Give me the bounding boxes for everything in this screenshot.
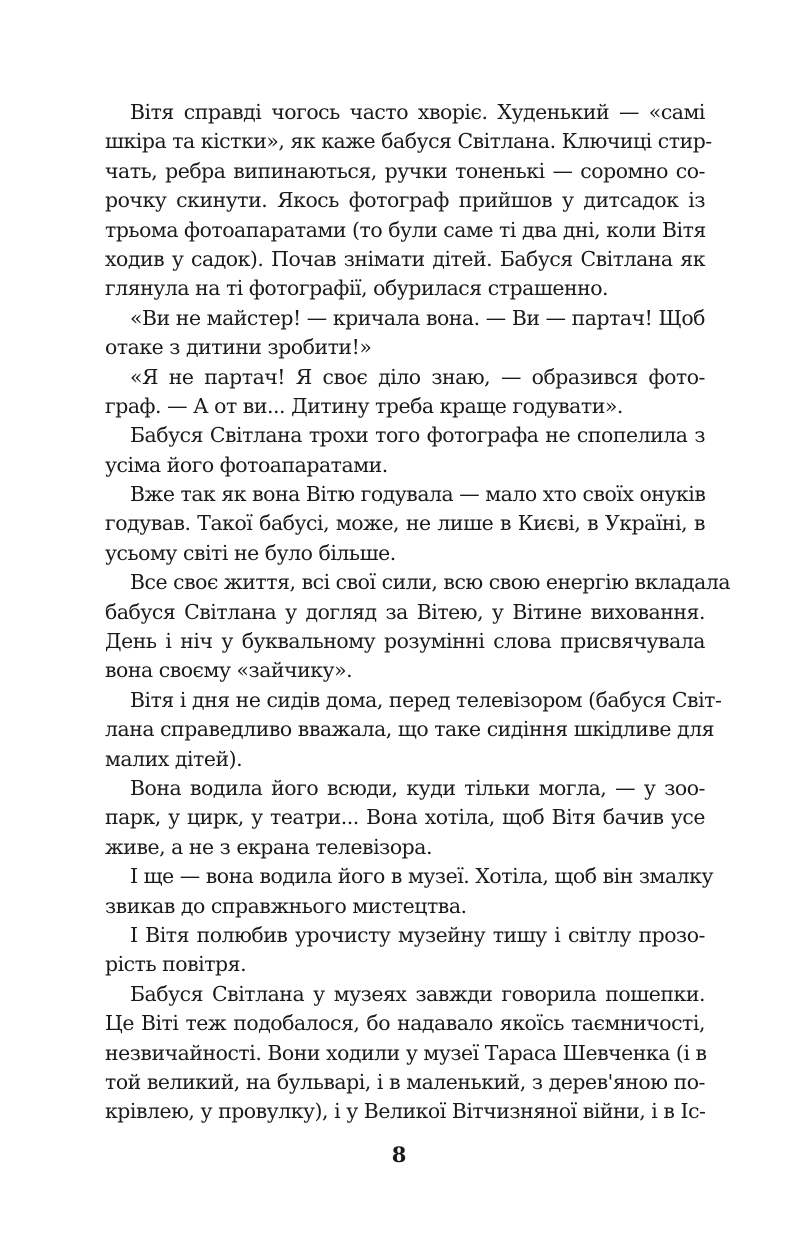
text-line: шкіра та кістки», як каже бабуся Світлана. Ключиці стир- xyxy=(105,129,712,154)
text-line: живе, а не з екрана телевізора. xyxy=(105,834,432,859)
text-line: отаке з дитини зробити!» xyxy=(105,335,372,360)
text-line: крівлею, у провулку), і у Великої Вітчизняної війни, і в Іс- xyxy=(105,1099,706,1124)
text-line: І ще — вона водила його в музеї. Хотіла, щоб він змалку xyxy=(130,864,714,889)
text-line: Вже так як вона Вітю годувала — мало хто своїх онуків xyxy=(130,482,706,507)
text-line: парк, у цирк, у театри... Вона хотіла, щоб Вітя бачив усе xyxy=(105,805,705,830)
paragraph xyxy=(105,480,705,568)
paragraph xyxy=(105,568,731,686)
text-line: трьома фотоапаратами (то були саме ті два дні, коли Вітя xyxy=(105,217,706,242)
text-line: усьому світі не було більше. xyxy=(105,540,396,565)
text-line: Вітя і дня не сидів дома, перед телевізором (бабуся Світ- xyxy=(130,687,722,712)
paragraph xyxy=(105,686,722,774)
text-line: Все своє життя, всі свої сили, всю свою енергію вкладала xyxy=(130,570,731,595)
text-line: Вона водила його всюди, куди тільки могла, — у зоо- xyxy=(130,775,705,800)
text-line: Бабуся Світлана у музеях завжди говорила пошепки. xyxy=(130,981,705,1006)
text-line: той великий, на бульварі, і в маленький, з дерев'яною по- xyxy=(105,1069,705,1094)
text-line: бабуся Світлана у догляд за Вітею, у Вітине виховання. xyxy=(105,599,705,624)
paragraph xyxy=(105,980,705,1127)
paragraph xyxy=(105,304,705,363)
text-line: усіма його фотоапаратами. xyxy=(105,452,388,477)
body-text xyxy=(105,98,731,1127)
text-line: Вітя справді чогось часто хворіє. Худенький — «самі xyxy=(130,100,705,124)
text-line: Бабуся Світлана трохи того фотографа не спопелила з xyxy=(130,423,705,448)
paragraph xyxy=(105,363,705,422)
text-line: годував. Такої бабусі, може, не лише в Києві, в Україні, в xyxy=(105,511,705,536)
text-line: незвичайності. Вони ходили у музеї Тараса Шевченка (і в xyxy=(105,1040,707,1065)
text-line: рочку скинути. Якось фотограф прийшов у дитсадок із xyxy=(105,188,705,213)
text-line: граф. — А от ви... Дитину треба краще годувати». xyxy=(105,393,623,418)
page-number: 8 xyxy=(391,1142,407,1167)
text-line: лана справедливо вважала, що таке сидіння шкідливе для xyxy=(105,717,715,742)
text-line: День і ніч у буквальному розумінні слова присвячувала xyxy=(105,629,705,654)
text-line: вона своєму «зайчику». xyxy=(105,658,353,683)
text-line: «Я не партач! Я своє діло знаю, — образився фото- xyxy=(130,364,705,389)
paragraph xyxy=(105,774,705,862)
text-line: ходив у садок). Почав знімати дітей. Бабуся Світлана як xyxy=(105,246,705,271)
text-line: чать, ребра випинаються, ручки тоненькі — соромно со- xyxy=(105,158,705,183)
paragraph xyxy=(105,98,712,304)
text-line: рість повітря. xyxy=(105,952,247,977)
text-line: Це Віті теж подобалося, бо надавало якоїсь таємничості, xyxy=(105,1011,705,1036)
text-line: «Ви не майстер! — кричала вона. — Ви — партач! Щоб xyxy=(130,305,705,330)
paragraph xyxy=(105,421,705,480)
text-line: глянула на ті фотографії, обурилася страшенно. xyxy=(105,276,609,301)
text-line: малих дітей). xyxy=(105,746,243,771)
paragraph xyxy=(105,862,714,921)
paragraph xyxy=(105,921,705,980)
text-line: І Вітя полюбив урочисту музейну тишу і світлу прозо- xyxy=(130,922,705,947)
text-line: звикав до справжнього мистецтва. xyxy=(105,893,467,918)
